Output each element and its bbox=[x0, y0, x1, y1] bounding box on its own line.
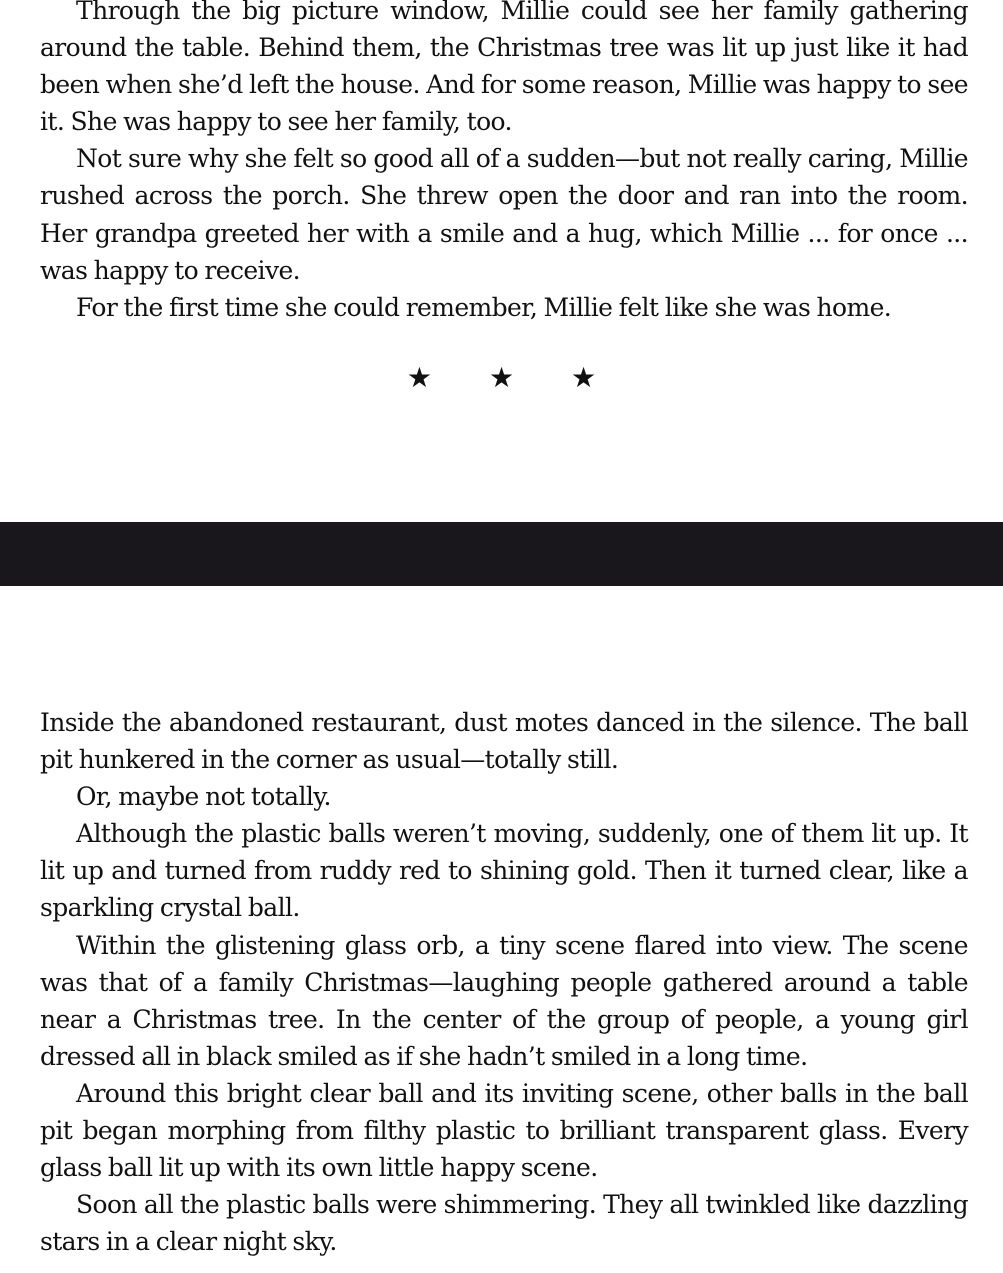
star-icon: ★ bbox=[406, 361, 433, 394]
paragraph: Soon all the plastic balls were shimmering. They all twinkled like dazzling stars in a clear night sky. bbox=[40, 1190, 968, 1257]
bottom-text-section bbox=[40, 704, 968, 1260]
paragraph: Within the glistening glass orb, a tiny scene flared into view. The scene was that of a family Christmas—laughing people gathered around a table near a Christmas tree. In the center of the group of people, a young girl dressed all in black smiled as if she hadn’t smiled in a long time. bbox=[40, 930, 968, 1071]
paragraph: Or, maybe not totally. bbox=[76, 782, 331, 812]
page-divider-band bbox=[0, 522, 1003, 586]
star-icon: ★ bbox=[570, 361, 597, 394]
paragraph: Around this bright clear ball and its inviting scene, other balls in the ball pit began morphing from filthy plastic to brilliant transparent glass. Every glass ball lit up with its own little happy scene. bbox=[40, 1078, 968, 1183]
paragraph: For the first time she could remember, Millie felt like she was home. bbox=[76, 292, 892, 322]
paragraph: Inside the abandoned restaurant, dust motes danced in the silence. The ball pit hunkered in the corner as usual—totally still. bbox=[40, 708, 968, 775]
section-break bbox=[0, 360, 1003, 396]
paragraph: Not sure why she felt so good all of a sudden—but not really caring, Millie rushed across the porch. She threw open the door and ran into the room. Her grandpa greeted her with a smile and a hug, which Millie ... for once ... was happy to receive. bbox=[40, 144, 968, 285]
star-icon: ★ bbox=[488, 361, 515, 394]
paragraph: Although the plastic balls weren’t moving, suddenly, one of them lit up. It lit up and turned from ruddy red to shining gold. Then it turned clear, like a sparkling crystal ball. bbox=[40, 819, 968, 923]
top-text-section bbox=[40, 0, 968, 326]
paragraph: Through the big picture window, Millie could see her family gathering around the table. Behind them, the Christmas tree was lit up just like it had been when she’d left the house. And for some reason, Millie was happy to see it. She was happy to see her family, too. bbox=[40, 0, 968, 137]
